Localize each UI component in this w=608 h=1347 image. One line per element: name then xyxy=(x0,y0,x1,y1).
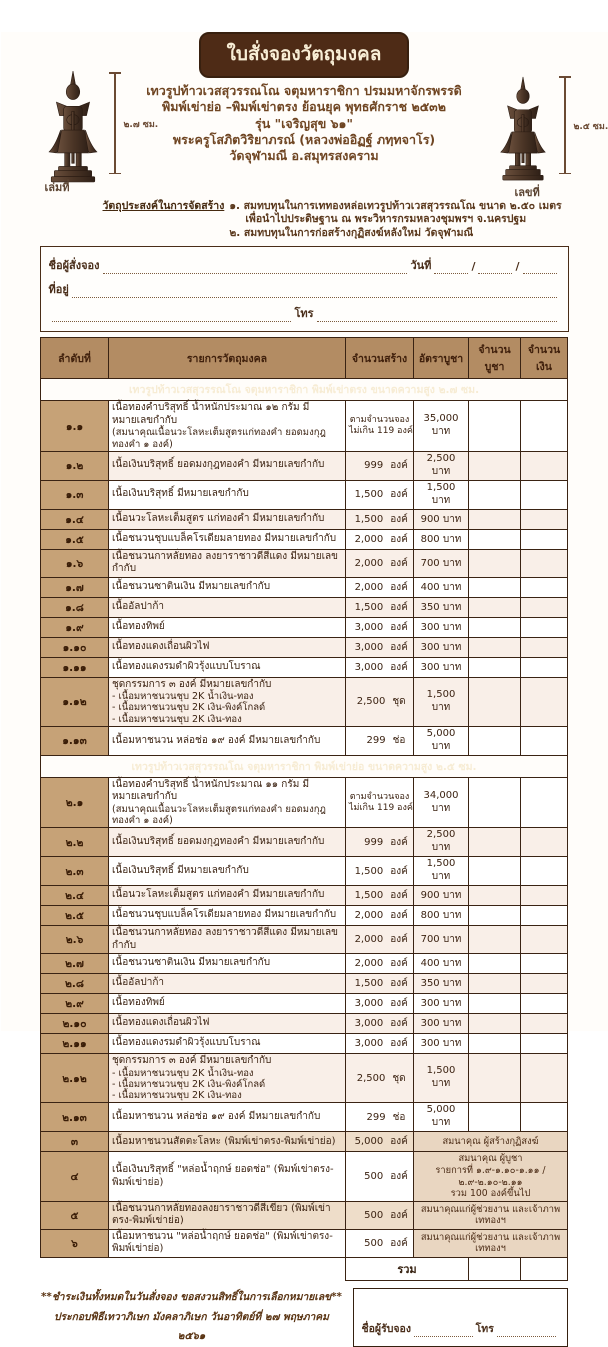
qty-made-cell: 3,000 องค์ xyxy=(346,994,414,1014)
item-desc-cell: เนื้อเงินบริสุทธิ์ ยอดมงกุฎทองคำ มีหมายเลขกำกับ xyxy=(109,451,346,480)
ceremony-note: ประกอบพิธีเทวาภิเษก มังคลาภิเษก วันอาทิตย์ที่ ๒๗ พฤษภาคม ๒๕๖๑ xyxy=(41,1308,343,1347)
col-header-price: อัตราบูชา xyxy=(414,338,469,379)
table-row xyxy=(41,974,568,994)
qty-ordered-fill-cell xyxy=(469,1034,521,1054)
qty-ordered-fill-cell xyxy=(469,509,521,529)
qty-made-cell: ตามจำนวนจอง ไม่เกิน 119 องค์ xyxy=(346,401,414,451)
qty-ordered-fill-cell xyxy=(469,828,521,857)
amount-fill-cell xyxy=(521,906,568,926)
header-line-2: พิมพ์เข่าย่อ –พิมพ์เข่าตรง ย้อนยุค พุทธศักราช ๒๕๓๒ xyxy=(1,99,608,115)
item-no-cell: ๒.๙ xyxy=(41,994,109,1014)
item-no-cell: ๓ xyxy=(41,1132,109,1152)
qty-made-cell: 2,000 องค์ xyxy=(346,906,414,926)
tel-field xyxy=(317,308,557,322)
item-desc-cell: เนื้อทองทิพย์ xyxy=(109,617,346,637)
total-row xyxy=(41,1257,568,1280)
item-desc-cell: เนื้อทองแดงเถื่อนผิวไฟ xyxy=(109,637,346,657)
receiver-tel-field xyxy=(497,1323,556,1337)
item-no-cell: ๑.๓ xyxy=(41,480,109,509)
table-row xyxy=(41,1103,568,1132)
address-row xyxy=(49,274,560,298)
qty-made-cell: 1,500 องค์ xyxy=(346,857,414,886)
header-line-4: พระครูโสภิตวิริยาภรณ์ (หลวงพ่ออิฏฐ์ ภทฺทจาโร) xyxy=(1,132,608,148)
footer-section xyxy=(41,1288,568,1347)
qty-ordered-fill-cell xyxy=(469,480,521,509)
qty-ordered-fill-cell xyxy=(469,777,521,827)
qty-ordered-fill-cell xyxy=(469,726,521,755)
total-qty-fill-cell xyxy=(469,1257,521,1280)
qty-made-cell: 3,000 องค์ xyxy=(346,617,414,637)
total-spacer-cell xyxy=(41,1257,346,1280)
item-desc-cell: เนื้ออัลปาก้า xyxy=(109,597,346,617)
item-desc-cell: เนื้อทองคำบริสุทธิ์ น้ำหนักประมาณ ๑๑ กรัม มีหมายเลขกำกับ (สมนาคุณเนื้อนวะโลหะเต็มสูตรแก่ทองคำ ยอดมงกุฎทองคำ ๑ องค์) xyxy=(109,777,346,827)
height-measure-left xyxy=(109,72,121,174)
qty-ordered-fill-cell xyxy=(469,1054,521,1103)
item-no-cell: ๑.๑ xyxy=(41,401,109,451)
table-row xyxy=(41,1014,568,1034)
table-row xyxy=(41,401,568,451)
address-field-2 xyxy=(52,308,292,322)
table-row xyxy=(41,480,568,509)
item-no-cell: ๔ xyxy=(41,1152,109,1201)
amount-fill-cell xyxy=(521,677,568,726)
section-title-cell: เทวรูปท้าวเวสสุวรรณโณ จตุมหาราชิกา พิมพ์เข่าย่อ ขนาดความสูง ๒.๕ ซม. xyxy=(41,755,568,777)
amount-fill-cell xyxy=(521,657,568,677)
table-row xyxy=(41,1054,568,1103)
date-day-field xyxy=(434,260,468,274)
header-line-5: วัดจุฬามณี อ.สมุทรสงคราม xyxy=(1,148,608,164)
item-desc-cell: เนื้อชนวนชุบแบล็คโรเดียมลายทอง มีหมายเลขกำกับ xyxy=(109,529,346,549)
item-desc-cell: เนื้อเงินบริสุทธิ์ มีหมายเลขกำกับ xyxy=(109,480,346,509)
item-no-cell: ๑.๕ xyxy=(41,529,109,549)
table-row xyxy=(41,1034,568,1054)
orderer-name-label: ชื่อผู้สั่งจอง xyxy=(49,256,100,274)
item-desc-cell: เนื้อนวะโลหะเต็มสูตร แก่ทองคำ มีหมายเลขกำกับ xyxy=(109,886,346,906)
qty-made-cell: 1,500 องค์ xyxy=(346,480,414,509)
qty-made-cell: 2,000 องค์ xyxy=(346,529,414,549)
price-cell: 1,500 บาท xyxy=(414,480,469,509)
qty-made-cell: 299 ช่อ xyxy=(346,726,414,755)
table-row xyxy=(41,597,568,617)
price-cell: 300 บาท xyxy=(414,637,469,657)
item-no-cell: ๒.๓ xyxy=(41,857,109,886)
price-cell: 800 บาท xyxy=(414,906,469,926)
price-cell: 5,000 บาท xyxy=(414,1103,469,1132)
price-cell: 700 บาท xyxy=(414,549,469,577)
item-desc-cell: เนื้อชนวนกาหลั่ยทอง ลงยาราชาวดีสีแดง มีหมายเลขกำกับ xyxy=(109,926,346,954)
qty-made-cell: 3,000 องค์ xyxy=(346,637,414,657)
amount-fill-cell xyxy=(521,1034,568,1054)
receiver-name-label: ชื่อผู้รับจอง xyxy=(362,1320,411,1337)
qty-ordered-fill-cell xyxy=(469,549,521,577)
price-cell: 300 บาท xyxy=(414,994,469,1014)
item-desc-cell: เนื้อชนวนกาหลั่ยทอง ลงยาราชาวดีสีแดง มีหมายเลขกำกับ xyxy=(109,549,346,577)
qty-ordered-fill-cell xyxy=(469,451,521,480)
height-measure-right xyxy=(559,76,571,174)
table-row xyxy=(41,677,568,726)
item-desc-cell: เนื้อทองแดงรมดำผิวรุ้งแบบโบราณ xyxy=(109,657,346,677)
item-desc-cell: เนื้อทองแดงเถื่อนผิวไฟ xyxy=(109,1014,346,1034)
qty-made-cell: 3,000 องค์ xyxy=(346,1014,414,1034)
item-no-cell: ๑.๖ xyxy=(41,549,109,577)
table-row xyxy=(41,1132,568,1152)
amount-fill-cell xyxy=(521,1103,568,1132)
amount-fill-cell xyxy=(521,1014,568,1034)
price-cell: 300 บาท xyxy=(414,657,469,677)
item-no-cell: ๑.๘ xyxy=(41,597,109,617)
address-label: ที่อยู่ xyxy=(49,280,69,298)
section-header-row xyxy=(41,379,568,401)
price-cell: 300 บาท xyxy=(414,1014,469,1034)
item-desc-cell: เนื้อเงินบริสุทธิ์ "หล่อน้ำฤกษ์ ยอดช่อ" (พิมพ์เข่าตรง-พิมพ์เข่าย่อ) xyxy=(109,1152,346,1201)
qty-made-cell: 2,000 องค์ xyxy=(346,549,414,577)
item-desc-cell: เนื้อเงินบริสุทธิ์ ยอดมงกุฎทองคำ มีหมายเลขกำกับ xyxy=(109,828,346,857)
qty-ordered-fill-cell xyxy=(469,1014,521,1034)
table-row xyxy=(41,886,568,906)
qty-ordered-fill-cell xyxy=(469,857,521,886)
amount-fill-cell xyxy=(521,926,568,954)
item-no-cell: ๑.๔ xyxy=(41,509,109,529)
table-row xyxy=(41,451,568,480)
table-row xyxy=(41,857,568,886)
table-row xyxy=(41,828,568,857)
page-title: ใบสั่งจองวัตถุมงคล xyxy=(199,32,410,78)
date-separator: / xyxy=(515,260,519,274)
item-no-cell: ๒.๕ xyxy=(41,906,109,926)
amount-fill-cell xyxy=(521,637,568,657)
qty-ordered-fill-cell xyxy=(469,657,521,677)
item-desc-cell: เนื้อเงินบริสุทธิ์ มีหมายเลขกำกับ xyxy=(109,857,346,886)
item-no-cell: ๒.๖ xyxy=(41,926,109,954)
qty-made-cell: 3,000 องค์ xyxy=(346,657,414,677)
table-row xyxy=(41,577,568,597)
purpose-line-2: เพื่อนำไปประดิษฐาน ณ พระวิหารกรมหลวงชุมพรฯ จ.นครปฐม xyxy=(229,213,561,226)
qty-made-cell: 500 องค์ xyxy=(346,1229,414,1257)
amount-fill-cell xyxy=(521,617,568,637)
qty-ordered-fill-cell xyxy=(469,926,521,954)
bonus-cell: สมนาคุณแก่ผู้ช่วยงาน และเจ้าภาพเททองฯ xyxy=(414,1201,568,1229)
qty-made-cell: 3,000 องค์ xyxy=(346,1034,414,1054)
item-desc-cell: เนื้อนวะโลหะเต็มสูตร แก่ทองคำ มีหมายเลขกำกับ xyxy=(109,509,346,529)
table-header-row xyxy=(41,338,568,379)
qty-ordered-fill-cell xyxy=(469,529,521,549)
qty-made-cell: 2,000 องค์ xyxy=(346,926,414,954)
bonus-cell: สมนาคุณ ผู้บูชา รายการที่ ๑.๙-๑.๑๐-๑.๑๑ / ๒.๙-๒.๑๐-๒.๑๑ รวม 100 องค์ขึ้นไป xyxy=(414,1152,568,1201)
bonus-cell: สมนาคุณ ผู้สร้างกุฏิสงฆ์ xyxy=(414,1132,568,1152)
amount-fill-cell xyxy=(521,886,568,906)
qty-made-cell: 299 ช่อ xyxy=(346,1103,414,1132)
purpose-section xyxy=(103,200,608,240)
item-desc-cell: เนื้อทองทิพย์ xyxy=(109,994,346,1014)
purpose-label: วัตถุประสงค์ในการจัดสร้าง xyxy=(103,200,225,240)
qty-made-cell: 999 องค์ xyxy=(346,828,414,857)
item-no-cell: ๒.๑ xyxy=(41,777,109,827)
item-desc-cell: เนื้อมหาชนวน หล่อช่อ ๑๙ องค์ มีหมายเลขกำกับ xyxy=(109,1103,346,1132)
qty-ordered-fill-cell xyxy=(469,954,521,974)
item-desc-cell: เนื้อทองแดงรมดำผิวรุ้งแบบโบราณ xyxy=(109,1034,346,1054)
price-cell: 900 บาท xyxy=(414,509,469,529)
qty-made-cell: 1,500 องค์ xyxy=(346,597,414,617)
amount-fill-cell xyxy=(521,974,568,994)
qty-made-cell: 2,500 ชุด xyxy=(346,677,414,726)
price-cell: 34,000 บาท xyxy=(414,777,469,827)
table-row xyxy=(41,954,568,974)
table-row xyxy=(41,1152,568,1201)
name-date-row xyxy=(49,250,560,274)
price-cell: 900 บาท xyxy=(414,886,469,906)
price-cell: 5,000 บาท xyxy=(414,726,469,755)
order-table xyxy=(40,337,568,1280)
col-header-index: ลำดับที่ xyxy=(41,338,109,379)
item-no-cell: ๑.๑๓ xyxy=(41,726,109,755)
price-cell: 400 บาท xyxy=(414,577,469,597)
amount-fill-cell xyxy=(521,828,568,857)
qty-ordered-fill-cell xyxy=(469,1103,521,1132)
price-cell: 1,500 บาท xyxy=(414,1054,469,1103)
qty-made-cell: 5,000 องค์ xyxy=(346,1132,414,1152)
table-row xyxy=(41,509,568,529)
item-no-cell: ๕ xyxy=(41,1201,109,1229)
qty-ordered-fill-cell xyxy=(469,974,521,994)
price-cell: 350 บาท xyxy=(414,974,469,994)
table-row xyxy=(41,529,568,549)
qty-made-cell: 2,000 องค์ xyxy=(346,954,414,974)
date-label: วันที่ xyxy=(410,256,431,274)
qty-made-cell: 500 องค์ xyxy=(346,1201,414,1229)
col-header-qty-made: จำนวนสร้าง xyxy=(346,338,414,379)
table-row xyxy=(41,906,568,926)
purpose-lines xyxy=(229,200,561,240)
purpose-line-1: ๑. สมทบทุนในการเททองหล่อเทวรูปท้าวเวสสุวรรณโณ ขนาด ๒.๕๐ เมตร xyxy=(229,200,561,213)
measure-label-left: ๒.๗ ซม. xyxy=(124,117,159,131)
receiver-name-field xyxy=(414,1323,473,1337)
item-no-cell: ๑.๑๒ xyxy=(41,677,109,726)
table-row xyxy=(41,777,568,827)
price-cell: 300 บาท xyxy=(414,1034,469,1054)
col-header-item: รายการวัตถุมงคล xyxy=(109,338,346,379)
qty-ordered-fill-cell xyxy=(469,637,521,657)
item-desc-cell: เนื้อมหาชนวน "หล่อน้ำฤกษ์ ยอดช่อ" (พิมพ์เข่าตรง-พิมพ์เข่าย่อ) xyxy=(109,1229,346,1257)
item-no-cell: ๒.๑๒ xyxy=(41,1054,109,1103)
item-no-cell: ๒.๘ xyxy=(41,974,109,994)
table-row xyxy=(41,657,568,677)
price-cell: 800 บาท xyxy=(414,529,469,549)
amount-fill-cell xyxy=(521,954,568,974)
item-no-cell: ๒.๒ xyxy=(41,828,109,857)
amount-fill-cell xyxy=(521,994,568,1014)
item-no-cell: ๒.๔ xyxy=(41,886,109,906)
qty-made-cell: 1,500 องค์ xyxy=(346,509,414,529)
item-desc-cell: เนื้อชนวนกาหลั่ยทองลงยาราชาวดีสีเขียว (พิมพ์เข่าตรง-พิมพ์เข่าย่อ) xyxy=(109,1201,346,1229)
statue-photo-left xyxy=(37,70,109,184)
qty-ordered-fill-cell xyxy=(469,994,521,1014)
amount-fill-cell xyxy=(521,577,568,597)
table-row xyxy=(41,1201,568,1229)
book-number-label: เล่มที่ xyxy=(45,178,70,196)
amount-fill-cell xyxy=(521,777,568,827)
price-cell: 350 บาท xyxy=(414,597,469,617)
section-header-row xyxy=(41,755,568,777)
header-line-1: เทวรูปท้าวเวสสุวรรณโณ จตุมหาราชิกา ปรมมหาจักรพรรดิ xyxy=(1,83,608,99)
item-no-cell: ๒.๑๐ xyxy=(41,1014,109,1034)
tel-label: โทร xyxy=(294,304,313,322)
table-row xyxy=(41,994,568,1014)
amount-fill-cell xyxy=(521,509,568,529)
qty-ordered-fill-cell xyxy=(469,906,521,926)
amount-fill-cell xyxy=(521,1054,568,1103)
amount-fill-cell xyxy=(521,857,568,886)
item-desc-cell: เนื้อมหาชนวนสัตตะโลหะ (พิมพ์เข่าตรง-พิมพ์เข่าย่อ) xyxy=(109,1132,346,1152)
orderer-info-box xyxy=(40,246,569,332)
item-desc-cell: เนื้อชนวนซาตินเงิน มีหมายเลขกำกับ xyxy=(109,577,346,597)
qty-ordered-fill-cell xyxy=(469,401,521,451)
price-cell: 2,500 บาท xyxy=(414,451,469,480)
qty-made-cell: 2,000 องค์ xyxy=(346,577,414,597)
header-line-3: รุ่น "เจริญสุข ๖๑" xyxy=(1,116,608,132)
order-form-page xyxy=(1,32,608,1031)
item-desc-cell: เนื้อมหาชนวน หล่อช่อ ๑๙ องค์ มีหมายเลขกำกับ xyxy=(109,726,346,755)
qty-ordered-fill-cell xyxy=(469,886,521,906)
bonus-cell: สมนาคุณแก่ผู้ช่วยงาน และเจ้าภาพเททองฯ xyxy=(414,1229,568,1257)
item-desc-cell: ชุดกรรมการ ๓ องค์ มีหมายเลขกำกับ - เนื้อมหาชนวนชุบ 2K น้ำเงิน-ทอง - เนื้อมหาชนวนชุบ 2K เงิน-พิงค์โกลด์ - เนื้อมหาชนวนชุบ 2K เงิน-ทอง xyxy=(109,677,346,726)
price-cell: 700 บาท xyxy=(414,926,469,954)
statue-photo-right xyxy=(491,76,555,182)
item-no-cell: ๖ xyxy=(41,1229,109,1257)
payment-note: **ชำระเงินทั้งหมดในวันสั่งจอง ขอสงวนสิทธิ์ในการเลือกหมายเลข** xyxy=(41,1288,343,1308)
amount-fill-cell xyxy=(521,451,568,480)
receiver-box xyxy=(353,1288,568,1347)
qty-made-cell: 1,500 องค์ xyxy=(346,974,414,994)
measure-bracket xyxy=(109,72,121,174)
col-header-qty-ordered: จำนวนบูชา xyxy=(469,338,521,379)
qty-made-cell: 999 องค์ xyxy=(346,451,414,480)
table-row xyxy=(41,726,568,755)
item-no-cell: ๒.๑๓ xyxy=(41,1103,109,1132)
item-no-cell: ๑.๙ xyxy=(41,617,109,637)
purpose-line-3: ๒. สมทบทุนในการก่อสร้างกุฏิสงฆ์หลังใหม่ วัดจุฬามณี xyxy=(229,227,561,240)
date-month-field xyxy=(478,260,512,274)
table-row xyxy=(41,617,568,637)
item-desc-cell: ชุดกรรมการ ๓ องค์ มีหมายเลขกำกับ - เนื้อมหาชนวนชุบ 2K น้ำเงิน-ทอง - เนื้อมหาชนวนชุบ 2K เงิน-พิงค์โกลด์ - เนื้อมหาชนวนชุบ 2K เงิน-ทอง xyxy=(109,1054,346,1103)
item-desc-cell: เนื้อทองคำบริสุทธิ์ น้ำหนักประมาณ ๑๒ กรัม มีหมายเลขกำกับ (สมนาคุณเนื้อนวะโลหะเต็มสูตรแก่ทองคำ ยอดมงกุฎทองคำ ๑ องค์) xyxy=(109,401,346,451)
table-row xyxy=(41,549,568,577)
qty-ordered-fill-cell xyxy=(469,577,521,597)
price-cell: 1,500 บาท xyxy=(414,677,469,726)
item-no-cell: ๒.๑๑ xyxy=(41,1034,109,1054)
item-no-cell: ๑.๒ xyxy=(41,451,109,480)
orderer-name-field xyxy=(103,260,408,274)
amount-fill-cell xyxy=(521,480,568,509)
item-no-cell: ๒.๗ xyxy=(41,954,109,974)
address-field xyxy=(72,284,557,298)
item-no-cell: ๑.๑๑ xyxy=(41,657,109,677)
item-desc-cell: เนื้อชนวนซาตินเงิน มีหมายเลขกำกับ xyxy=(109,954,346,974)
item-desc-cell: เนื้อชนวนชุบแบล็คโรเดียมลายทอง มีหมายเลขกำกับ xyxy=(109,906,346,926)
price-cell: 2,500 บาท xyxy=(414,828,469,857)
amount-fill-cell xyxy=(521,597,568,617)
date-separator: / xyxy=(471,260,475,274)
date-year-field xyxy=(523,260,557,274)
item-no-cell: ๑.๑๐ xyxy=(41,637,109,657)
qty-made-cell: 2,500 ชุด xyxy=(346,1054,414,1103)
table-row xyxy=(41,637,568,657)
qty-made-cell: 500 องค์ xyxy=(346,1152,414,1201)
price-cell: 400 บาท xyxy=(414,954,469,974)
amount-fill-cell xyxy=(521,726,568,755)
measure-label-right: ๒.๕ ซม. xyxy=(574,119,608,133)
qty-ordered-fill-cell xyxy=(469,597,521,617)
qty-ordered-fill-cell xyxy=(469,617,521,637)
item-desc-cell: เนื้ออัลปาก้า xyxy=(109,974,346,994)
qty-made-cell: ตามจำนวนจอง ไม่เกิน 119 องค์ xyxy=(346,777,414,827)
address2-tel-row xyxy=(49,298,560,322)
amount-fill-cell xyxy=(521,401,568,451)
price-cell: 35,000 บาท xyxy=(414,401,469,451)
footer-notes xyxy=(41,1288,343,1347)
total-label-cell: รวม xyxy=(346,1257,469,1280)
col-header-amount: จำนวนเงิน xyxy=(521,338,568,379)
qty-made-cell: 1,500 องค์ xyxy=(346,886,414,906)
section-title-cell: เทวรูปท้าวเวสสุวรรณโณ จตุมหาราชิกา พิมพ์เข่าตรง ขนาดความสูง ๒.๗ ซม. xyxy=(41,379,568,401)
amount-fill-cell xyxy=(521,549,568,577)
total-amount-fill-cell xyxy=(521,1257,568,1280)
amount-fill-cell xyxy=(521,529,568,549)
header-section xyxy=(1,32,608,198)
table-row xyxy=(41,1229,568,1257)
qty-ordered-fill-cell xyxy=(469,677,521,726)
item-no-cell: ๑.๗ xyxy=(41,577,109,597)
table-row xyxy=(41,926,568,954)
price-cell: 1,500 บาท xyxy=(414,857,469,886)
receiver-tel-label: โทร xyxy=(476,1320,494,1337)
price-cell: 300 บาท xyxy=(414,617,469,637)
measure-bracket xyxy=(559,76,571,174)
doc-number-label: เลขที่ xyxy=(515,183,540,201)
